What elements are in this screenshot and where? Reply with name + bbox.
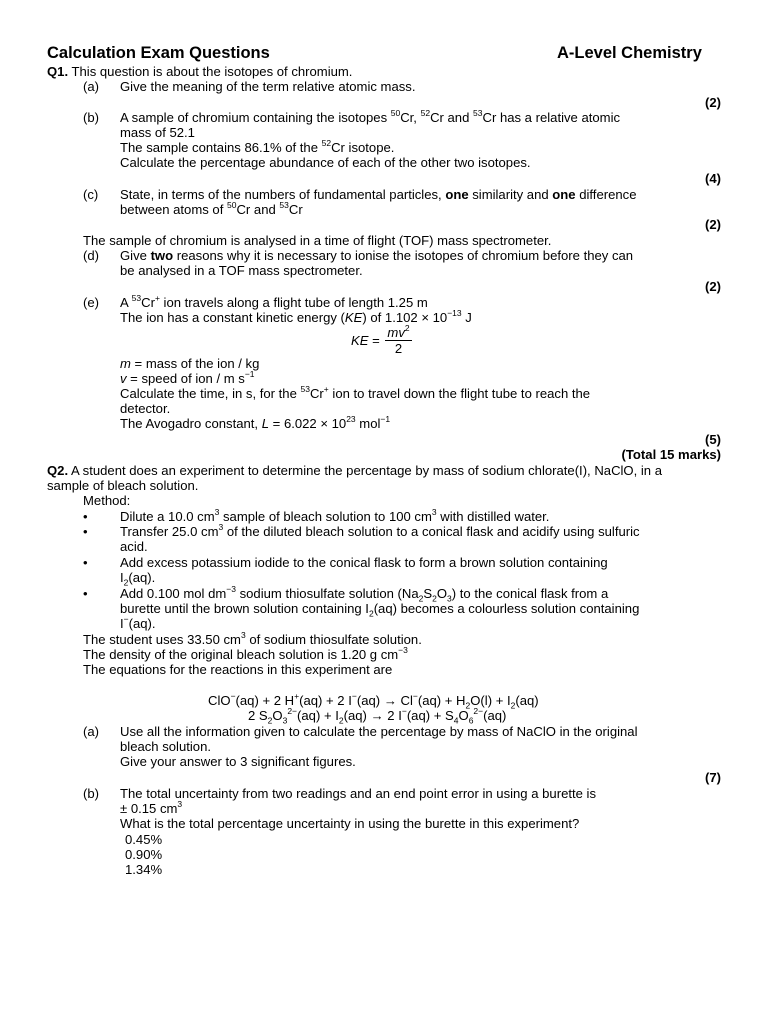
q1e-label: (e) xyxy=(83,295,100,310)
q2b-line3: What is the total percentage uncertainty in using the burette in this experiment? xyxy=(120,816,580,831)
subject-title: A-Level Chemistry xyxy=(557,44,702,62)
q1-number: Q1. xyxy=(47,64,69,79)
equation-1: ClO−(aq) + 2 H+(aq) + 2 $I^-(aq) \to Cl^-(aq) + H_2O(l) + I_2(aq)$ xyxy=(208,690,539,711)
q1a-text: Give the meaning of the term relative atomic mass. xyxy=(120,79,416,94)
q1d-line1: Give two reasons why it is necessary to ionise the isotopes of chromium before they can xyxy=(120,248,634,263)
arrow-icon: → xyxy=(370,708,384,723)
method-step-3: Add excess potassium iodide to the conical flask to form a brown solution containing xyxy=(120,555,608,570)
q2b-line1: The total uncertainty from two readings and an end point error in using a burette is xyxy=(120,786,597,801)
q1b-line1: A sample of chromium containing the isotopes $^{50}$Cr, $^{52}$Cr and $^{53}$Cr has a relative atomic xyxy=(120,107,621,125)
q1b-line2: mass of 52.1 xyxy=(120,125,195,140)
method-step-3-cont: $I_2(aq)$. xyxy=(120,570,156,588)
q1e-calc-line1: Calculate the time, in s, for the $^{53}$Cr+ ion to travel down the flight tube to reach the xyxy=(120,383,591,401)
q1e-marks: (5) xyxy=(704,432,721,447)
q1b-line3: The sample contains 86.1% of the $^{52}$Cr isotope. xyxy=(120,137,395,155)
q2a-line3: Give your answer to 3 significant figures. xyxy=(120,754,356,769)
q2a-line2: bleach solution. xyxy=(120,739,211,754)
q2a-marks: (7) xyxy=(704,770,721,785)
q2b-label: (b) xyxy=(83,786,100,801)
q1e-mass-def: m = mass of the ion / kg xyxy=(120,356,260,371)
ke-fraction: $\frac{mv^2}{2}$ xyxy=(387,322,410,356)
method-step-2: Transfer 25.0 $cm^3$ of the diluted bleach solution to a conical flask and acidify using sulfuric xyxy=(120,521,640,539)
q2-number: Q2. xyxy=(47,463,69,478)
method-step-1: Dilute a 10.0 $cm^3$ sample of bleach solution to 100 $cm^3$ with distilled water. xyxy=(120,506,550,524)
method-step-4: Add 0.100 mol $dm^{-3}$ sodium thiosulfate solution $(Na_2S_2O_3)$ to the conical flask from a xyxy=(120,583,609,604)
method-step-2-cont: acid. xyxy=(120,539,148,554)
q1a-marks: (2) xyxy=(704,95,721,110)
bullet-icon: • xyxy=(83,524,88,539)
q2-density: The density of the original bleach solution is 1.20 g $cm^{-3}$ xyxy=(83,644,408,662)
arrow-icon: → xyxy=(383,693,397,708)
q1e-speed-def: v = speed of ion / m $s^{-1}$ xyxy=(120,368,255,386)
q1d-line2: be analysed in a TOF mass spectrometer. xyxy=(120,263,363,278)
method-step-4-cont: burette until the brown solution containing $I_2(aq)$ becomes a colourless solution containing xyxy=(120,601,640,619)
q1c-label: (c) xyxy=(83,187,99,202)
q1e-line1: A $^{53}$Cr+ ion travels along a flight tube of length 1.25 m xyxy=(120,292,428,310)
q1b-marks: (4) xyxy=(704,171,721,186)
q1b-label: (b) xyxy=(83,110,100,125)
q1e-avogadro: The Avogadro constant, $L = 6.022 \times 10^{23}$ mol$^{-1}$ xyxy=(120,413,391,431)
q1c-line2: between atoms of $^{50}$Cr and $^{53}$Cr xyxy=(120,199,303,217)
q1e-calc-line2: detector. xyxy=(120,401,171,416)
q1d-marks: (2) xyxy=(704,279,721,294)
method-step-4-cont2: I−(aq). xyxy=(120,613,156,631)
q2a-label: (a) xyxy=(83,724,100,739)
bullet-icon: • xyxy=(83,555,88,570)
q1a-label: (a) xyxy=(83,79,100,94)
equation-2: 2 $S_2O_3^{2-}(aq) + I_2(aq) \to 2$ $I^-(aq) + S_4O_6^{2-}(aq)$ xyxy=(248,705,507,726)
q2-equations-intro: The equations for the reactions in this experiment are xyxy=(83,662,393,677)
q2-intro-line1: Q2. A student does an experiment to determine the percentage by mass of sodium chlorate(I), NaClO, in a xyxy=(47,463,663,478)
q2-intro-line2: sample of bleach solution. xyxy=(47,478,199,493)
q1-intro: Q1. This question is about the isotopes of chromium. xyxy=(47,64,353,79)
answer-option-3[interactable]: 1.34% xyxy=(125,862,163,877)
q1d-label: (d) xyxy=(83,248,100,263)
q1-tof-intro: The sample of chromium is analysed in a time of flight (TOF) mass spectrometer. xyxy=(83,233,552,248)
page-title: Calculation Exam Questions xyxy=(47,44,270,62)
q1c-marks: (2) xyxy=(704,217,721,232)
q1e-line2: The ion has a constant kinetic energy (KE) of $1.102 \times 10^{-13}$ J xyxy=(120,307,472,325)
answer-option-1[interactable]: 0.45% xyxy=(125,832,163,847)
q1b-line4: Calculate the percentage abundance of each of the other two isotopes. xyxy=(120,155,531,170)
ke-equation: KE = $\frac{mv^2}{2}$ xyxy=(351,322,410,356)
q2-method-heading: Method: xyxy=(83,493,131,508)
q1-total-marks: (Total 15 marks) xyxy=(621,447,721,462)
q2a-line1: Use all the information given to calculate the percentage by mass of NaClO in the original xyxy=(120,724,638,739)
bullet-icon: • xyxy=(83,509,88,524)
q2-thiosulfate-volume: The student uses 33.50 $cm^3$ of sodium thiosulfate solution. xyxy=(83,629,422,647)
bullet-icon: • xyxy=(83,586,88,601)
q2b-line2: ± 0.15 $cm^3$ xyxy=(120,798,183,816)
q1c-line1: State, in terms of the numbers of fundamental particles, one similarity and one difference xyxy=(120,187,637,202)
answer-option-2[interactable]: 0.90% xyxy=(125,847,163,862)
